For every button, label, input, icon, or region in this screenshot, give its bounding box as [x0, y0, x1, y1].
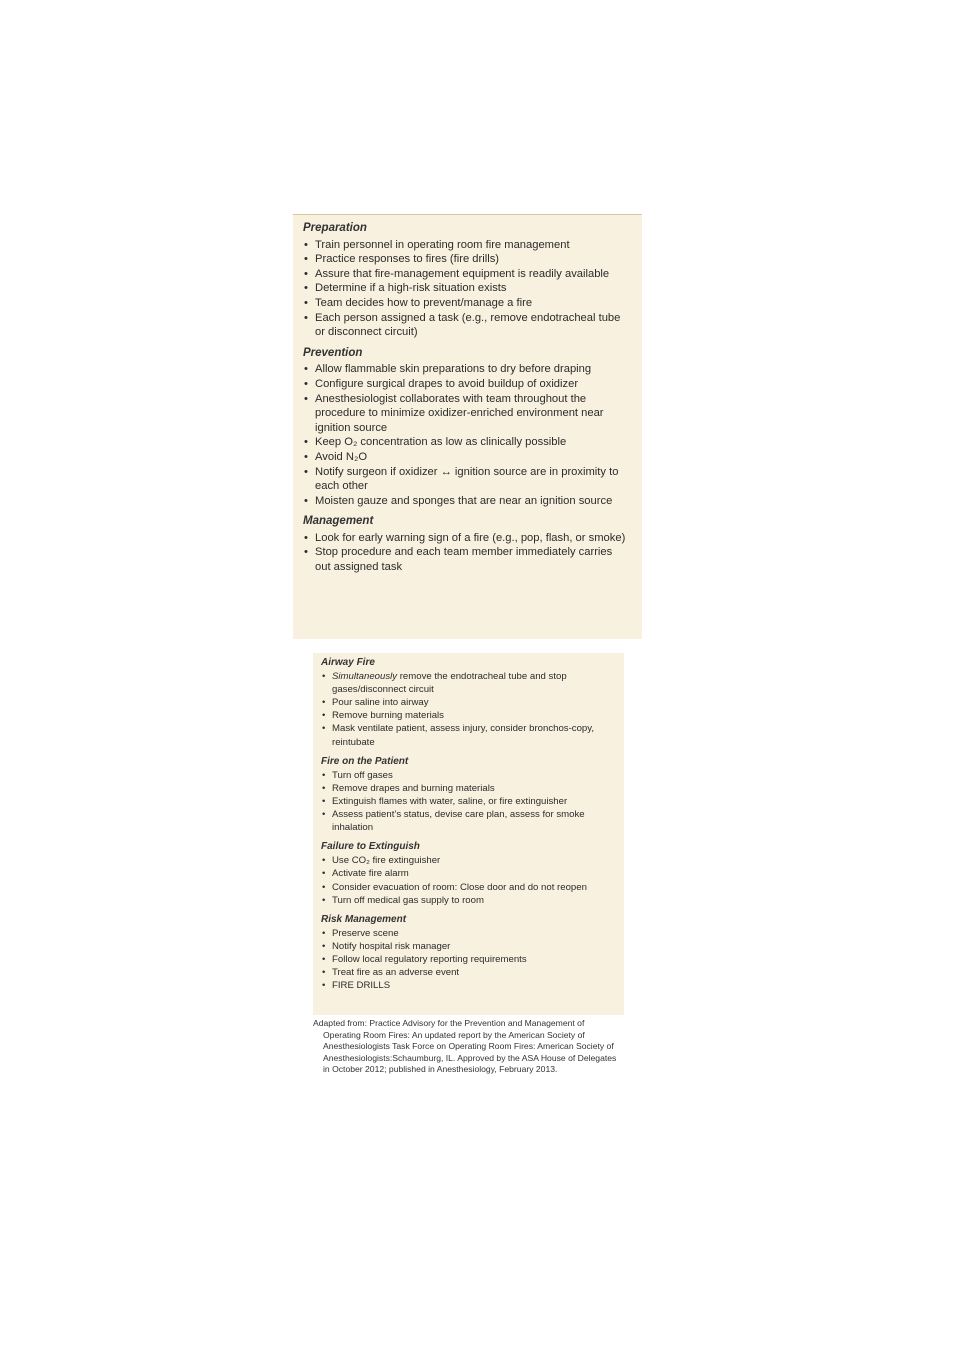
list-item: • Moisten gauze and sponges that are near an ignition source	[303, 494, 628, 509]
list-item: • Train personnel in operating room fire management	[303, 238, 628, 253]
list-item: • Consider evacuation of room: Close door and do not reopen	[321, 881, 612, 894]
caption-text: Adapted from: Practice Advisory for the Prevention and Management of Operating Room Fires: An updated report by the American Society of Anesthesiologists Task Force on Operating Room Fires: American Society of Anesthesiologists:Schaumburg, IL. Approved by the ASA House of Delegates in October 2012; published in Anesthesiology, February 2013.	[313, 1018, 617, 1075]
section-heading-fire-on-patient: Fire on the Patient	[321, 755, 409, 767]
list-item	[321, 670, 612, 696]
list-item: • Mask ventilate patient, assess injury, consider bronchos-copy, reintubate	[321, 722, 612, 748]
list-item: • Notify surgeon if oxidizer ↔ ignition source are in proximity to each other	[303, 465, 628, 494]
list-item: • Assure that fire-management equipment is readily available	[303, 267, 628, 282]
list-item: • Configure surgical drapes to avoid buildup of oxidizer	[303, 377, 628, 392]
list-item: • Activate fire alarm	[321, 867, 612, 880]
list-item: • Assess patient’s status, devise care plan, assess for smoke inhalation	[321, 808, 612, 834]
section-heading-airway-fire: Airway Fire	[321, 657, 375, 668]
section-heading-management: Management	[303, 515, 374, 528]
list-item: • Remove drapes and burning materials	[321, 782, 612, 795]
list-item: • Practice responses to fires (fire drills)	[303, 252, 628, 267]
list-item: • Pour saline into airway	[321, 696, 612, 709]
list-item: • Look for early warning sign of a fire (e.g., pop, flash, or smoke)	[303, 531, 628, 546]
fire-management-box	[293, 214, 642, 639]
list-item: • Turn off medical gas supply to room	[321, 894, 612, 907]
list-item: • Avoid N₂O	[303, 450, 628, 465]
list-item-text: remove the endotracheal tube and stop gases/disconnect circuit	[332, 671, 567, 696]
prevention-list	[303, 362, 628, 508]
section-heading-preparation: Preparation	[303, 222, 367, 234]
preparation-list	[303, 238, 628, 340]
list-item: • Use CO₂ fire extinguisher	[321, 854, 612, 867]
list-item: • Stop procedure and each team member immediately carries out assigned task	[303, 545, 628, 574]
section-heading-risk-management: Risk Management	[321, 913, 407, 925]
management-list	[303, 531, 628, 575]
section-heading-prevention: Prevention	[303, 346, 363, 359]
list-item: • FIRE DRILLS	[321, 979, 612, 992]
list-item: • Team decides how to prevent/manage a fire	[303, 296, 628, 311]
list-item: • Turn off gases	[321, 769, 612, 782]
list-item: • Preserve scene	[321, 927, 612, 940]
emphasis-text: Simultaneously	[332, 671, 398, 683]
airway-fire-list	[321, 670, 612, 749]
list-item: • Allow flammable skin preparations to dry before draping	[303, 362, 628, 377]
fire-response-box	[313, 653, 624, 1015]
source-caption	[313, 1018, 624, 1076]
section-heading-failure-to-extinguish: Failure to Extinguish	[321, 841, 420, 853]
risk-management-list	[321, 927, 612, 992]
list-item: • Follow local regulatory reporting requirements	[321, 953, 612, 966]
list-item: • Notify hospital risk manager	[321, 940, 612, 953]
fire-on-patient-list	[321, 769, 612, 834]
list-item: • Extinguish flames with water, saline, or fire extinguisher	[321, 795, 612, 808]
list-item: • Treat fire as an adverse event	[321, 966, 612, 979]
list-item: • Anesthesiologist collaborates with team throughout the procedure to minimize oxidizer-enriched environment near ignition source	[303, 392, 628, 436]
list-item: • Each person assigned a task (e.g., remove endotracheal tube or disconnect circuit)	[303, 311, 628, 340]
list-item: • Keep O₂ concentration as low as clinically possible	[303, 435, 628, 450]
list-item: • Remove burning materials	[321, 709, 612, 722]
failure-to-extinguish-list	[321, 854, 612, 906]
list-item: • Determine if a high-risk situation exists	[303, 281, 628, 296]
